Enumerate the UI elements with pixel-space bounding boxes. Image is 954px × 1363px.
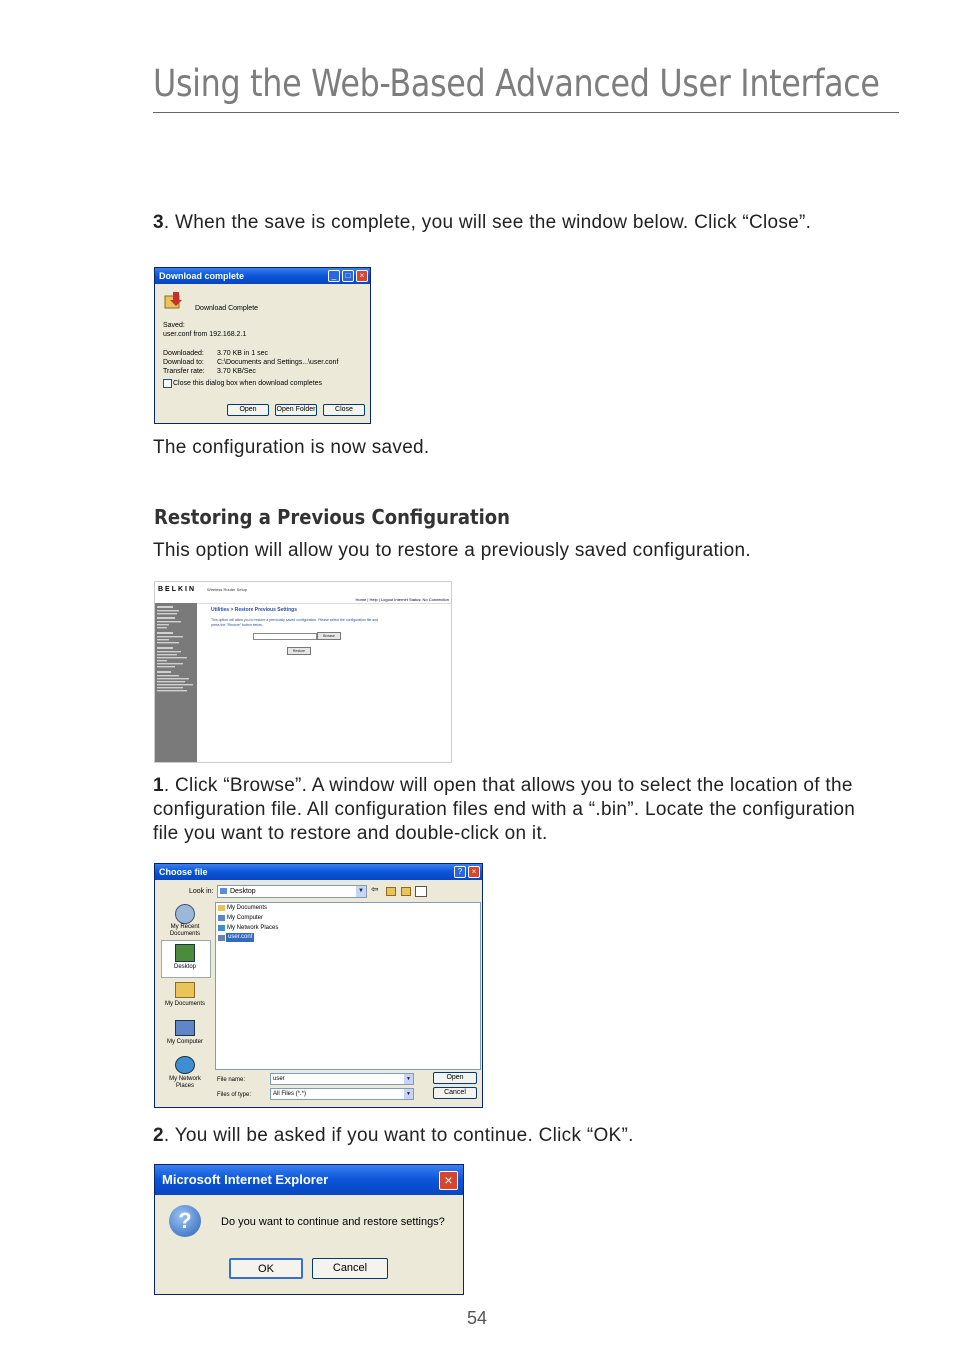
download-complete-window	[154, 267, 371, 424]
my-documents-place-icon[interactable]	[175, 982, 195, 998]
chevron-down-icon[interactable]: ▼	[404, 1074, 413, 1084]
choose-file-window	[154, 863, 483, 1108]
recent-documents-icon[interactable]	[175, 904, 195, 924]
open-button[interactable]: Open	[433, 1072, 477, 1084]
file-item-user-conf[interactable]: user.conf	[228, 934, 253, 940]
question-icon: ?	[169, 1205, 201, 1237]
open-button[interactable]: Open	[227, 404, 269, 416]
cancel-button[interactable]: Cancel	[312, 1258, 388, 1279]
download-folder-icon	[163, 290, 185, 312]
ok-button[interactable]: OK	[229, 1258, 303, 1279]
up-folder-icon[interactable]	[386, 887, 396, 896]
step-number: 1	[153, 775, 164, 796]
checkbox-label: Close this dialog box when download completes	[173, 380, 323, 387]
step-1-paragraph	[153, 774, 873, 846]
file-name-input[interactable]	[270, 1073, 414, 1085]
browse-button[interactable]: Browse	[317, 632, 341, 640]
file-item-network-places[interactable]: My Network Places	[227, 925, 279, 931]
ie-confirm-window	[154, 1164, 464, 1295]
page-number: 54	[466, 1308, 488, 1328]
places-bar	[159, 900, 211, 1102]
step-number: 3	[153, 212, 164, 233]
chevron-down-icon[interactable]: ▼	[356, 886, 366, 897]
download-to-value: C:\Documents and Settings...\user.conf	[217, 359, 339, 366]
file-type-value: All Files (*.*)	[273, 1091, 307, 1097]
saved-label: Saved:	[163, 322, 185, 329]
desktop-icon	[220, 888, 227, 894]
download-status: Download Complete	[195, 305, 259, 312]
step-text: . When the save is complete, you will see the window below. Click “Close”.	[163, 212, 812, 233]
desktop-place-icon[interactable]	[175, 944, 195, 962]
place-recent-documents[interactable]: My Recent Documents	[169, 924, 201, 937]
look-in-label: Look in:	[189, 888, 214, 895]
view-menu-icon[interactable]	[415, 886, 427, 897]
place-my-computer[interactable]: My Computer	[166, 1039, 203, 1045]
window-title: Microsoft Internet Explorer	[162, 1172, 329, 1187]
restore-file-input[interactable]	[253, 633, 317, 640]
page-header-title: Using the Web-Based Advanced User Interface	[153, 62, 880, 105]
place-my-documents[interactable]: My Documents	[164, 1001, 205, 1007]
router-setup-title: Wireless Router Setup	[207, 587, 248, 592]
restore-description: This option will allow you to restore a previously saved configuration. Please select the configuration file and press the "Restore" button below.	[211, 618, 379, 627]
section-intro: This option will allow you to restore a previously saved configuration.	[153, 540, 751, 561]
restore-button[interactable]: Restore	[287, 647, 311, 655]
section-heading: Restoring a Previous Configuration	[154, 505, 510, 529]
file-item-my-computer[interactable]: My Computer	[227, 915, 264, 921]
belkin-top-links[interactable]: Home | Help | Logout Internet Status: No Connection	[355, 597, 449, 602]
new-folder-icon[interactable]	[401, 887, 411, 896]
close-icon[interactable]: ×	[356, 270, 368, 282]
help-icon[interactable]: ?	[454, 866, 466, 878]
close-icon[interactable]: ×	[439, 1171, 458, 1190]
download-to-label: Download to:	[163, 359, 204, 366]
file-name-value: user	[273, 1076, 285, 1082]
look-in-value: Desktop	[230, 888, 256, 895]
restore-page-heading: Utilities > Restore Previous Settings	[211, 607, 297, 613]
header-divider	[153, 112, 899, 113]
saved-note: The configuration is now saved.	[153, 437, 430, 458]
downloaded-value: 3.70 KB in 1 sec	[217, 350, 268, 357]
close-button[interactable]: Close	[323, 404, 365, 416]
belkin-logo: BELKIN	[158, 586, 197, 593]
folder-icon	[218, 905, 225, 911]
look-in-select[interactable]	[217, 885, 367, 898]
saved-value: user.conf from 192.168.2.1	[163, 331, 247, 338]
close-when-done-checkbox[interactable]	[163, 379, 172, 388]
place-network-places[interactable]: My Network Places	[169, 1076, 201, 1089]
file-item-my-documents[interactable]: My Documents	[227, 905, 268, 911]
open-folder-button[interactable]: Open Folder	[275, 404, 317, 416]
file-type-select[interactable]	[270, 1088, 414, 1100]
cancel-button[interactable]: Cancel	[433, 1087, 477, 1099]
file-list	[215, 902, 481, 1070]
sidebar-menu-lines	[155, 603, 197, 753]
maximize-icon[interactable]: □	[342, 270, 354, 282]
window-titlebar	[155, 1165, 463, 1195]
my-computer-place-icon[interactable]	[175, 1020, 195, 1036]
belkin-sidebar	[155, 603, 197, 763]
file-icon	[218, 935, 225, 941]
step-3-paragraph	[153, 211, 853, 235]
downloaded-label: Downloaded:	[163, 350, 204, 357]
step-number: 2	[153, 1125, 164, 1146]
network-icon	[218, 925, 225, 931]
transfer-rate-value: 3.70 KB/Sec	[217, 368, 256, 375]
back-icon[interactable]: ⇦	[371, 884, 379, 894]
minimize-icon[interactable]: _	[328, 270, 340, 282]
close-icon[interactable]: ×	[468, 866, 480, 878]
file-type-label: Files of type:	[217, 1092, 252, 1098]
confirm-message: Do you want to continue and restore settings?	[221, 1216, 445, 1228]
computer-icon	[218, 915, 225, 921]
place-desktop[interactable]: Desktop	[173, 964, 196, 970]
restore-settings-screenshot	[154, 581, 452, 763]
window-titlebar	[155, 864, 482, 880]
step-2-paragraph	[153, 1124, 634, 1148]
transfer-rate-label: Transfer rate:	[163, 368, 205, 375]
chevron-down-icon[interactable]: ▼	[404, 1089, 413, 1099]
network-places-icon[interactable]	[175, 1056, 195, 1074]
window-title: Choose file	[159, 867, 208, 877]
window-title: Download complete	[159, 271, 245, 281]
file-name-label: File name:	[217, 1077, 246, 1083]
step-text: . You will be asked if you want to continue. Click “OK”.	[163, 1125, 634, 1146]
step-text: . Click “Browse”. A window will open that allows you to select the location of the configuration file. All configuration files end with a “.bin”. Locate the configuration file you want to restore and double-click on it.	[153, 775, 856, 844]
